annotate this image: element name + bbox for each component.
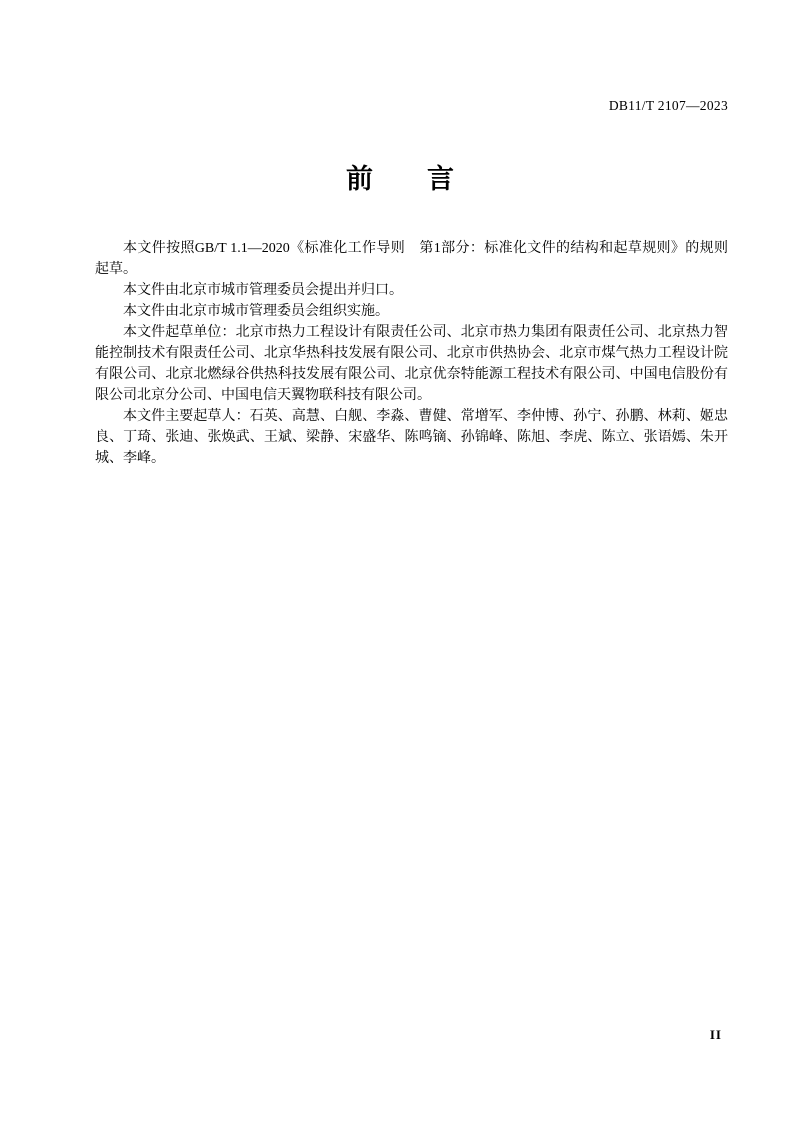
- paragraph-drafting-organizations: 本文件起草单位：北京市热力工程设计有限责任公司、北京市热力集团有限责任公司、北京热力智能控制技术有限责任公司、北京华热科技发展有限公司、北京市供热协会、北京市煤气热力工程设计院有限公司、北京北燃绿谷供热科技发展有限公司、北京优奈特能源工程技术有限公司、中国电信股份有限公司北京分公司、中国电信天翼物联科技有限公司。: [95, 325, 728, 403]
- page-number: II: [709, 1027, 722, 1042]
- foreword-body: [95, 238, 728, 469]
- paragraph-drafting-rules: 本文件按照GB/T 1.1—2020《标准化工作导则 第1部分：标准化文件的结构和起草规则》的规则起草。: [95, 241, 728, 277]
- paragraph-proposed-by: 本文件由北京市城市管理委员会提出并归口。: [123, 283, 403, 298]
- paragraph-implemented-by: 本文件由北京市城市管理委员会组织实施。: [123, 304, 389, 319]
- page-title-foreword: 前 言: [346, 164, 454, 194]
- paragraph-main-drafters: 本文件主要起草人：石英、高慧、白舰、李淼、曹健、常增军、李仲博、孙宁、孙鹏、林莉、姬忠良、丁琦、张迪、张焕武、王斌、梁静、宋盛华、陈鸣镝、孙锦峰、陈旭、李虎、陈立、张语嫣、朱开城、李峰。: [95, 409, 728, 466]
- standard-code-header: DB11/T 2107—2023: [608, 98, 728, 113]
